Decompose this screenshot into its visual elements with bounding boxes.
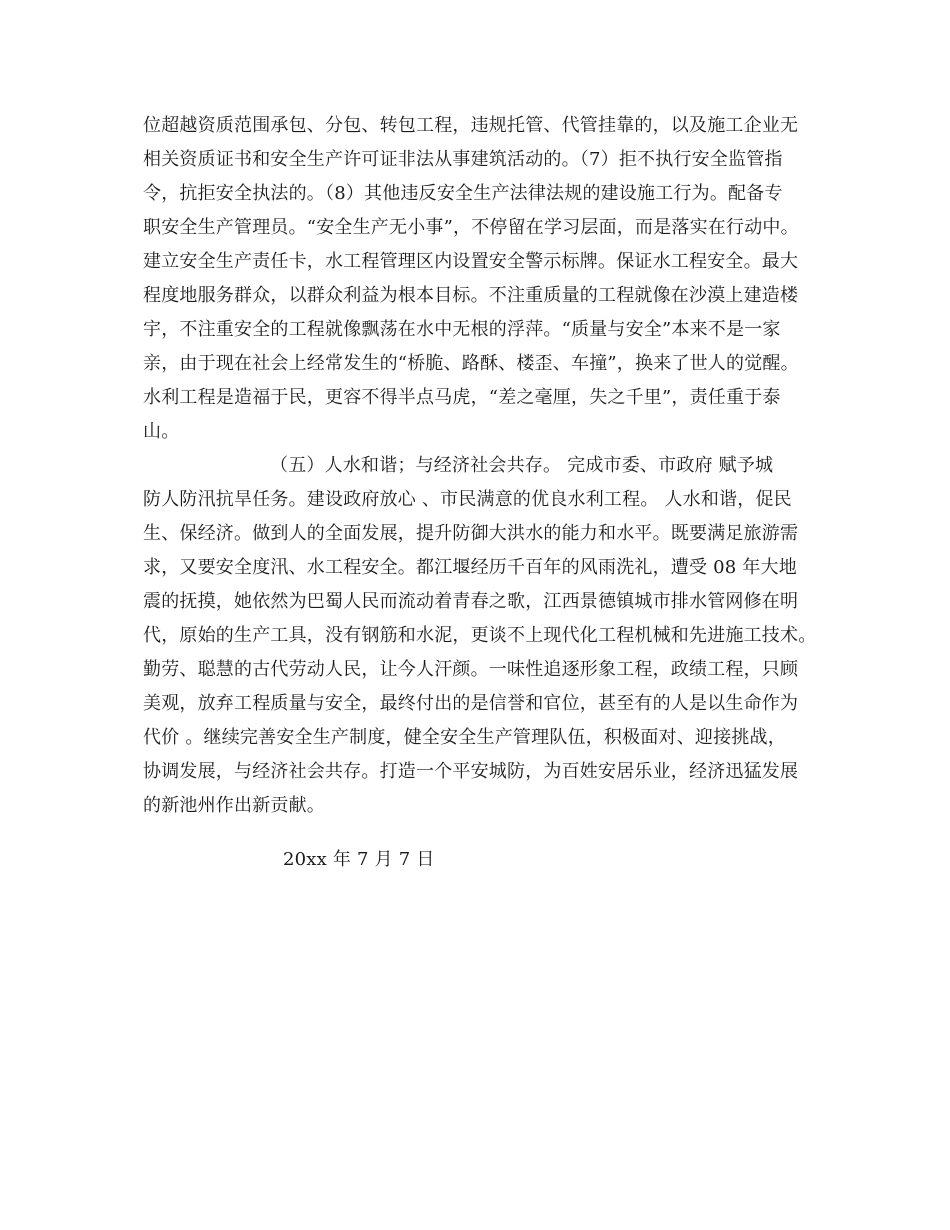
paragraph-2-line: 协调发展，与经济社会共存。打造一个平安城防，为百姓安居乐业，经济迅猛发展 [143,761,799,782]
paragraph-2-line: 代价 。继续完善安全生产制度，健全安全生产管理队伍，积极面对、迎接挑战， [143,727,786,748]
paragraph-2-line: 震的抚摸，她依然为巴蜀人民而流动着青春之歌，江西景德镇城市排水管网修在明 [143,591,799,612]
paragraph-1-line: 亲，由于现在社会上经常发生的“桥脆、路酥、楼歪、车撞”，换来了世人的觉醒。 [143,353,799,374]
paragraph-1-line: 建立安全生产责任卡，水工程管理区内设置安全警示标牌。保证水工程安全。最大 [143,251,799,272]
paragraph-2-line: 美观，放弃工程质量与安全，最终付出的是信誉和官位，甚至有的人是以生命作为 [143,693,799,714]
document-date: 20xx 年 7 月 7 日 [283,849,435,870]
paragraph-2-line: 防人防汛抗旱任务。建设政府放心 、市民满意的优良水利工程。 人水和谐，促民 [143,489,792,510]
paragraph-1-line: 令，抗拒安全执法的。（8）其他违反安全生产法律法规的建设施工行为。配备专 [143,183,783,204]
paragraph-1-line: 位超越资质范围承包、分包、转包工程，违规托管、代管挂靠的，以及施工企业无 [143,115,799,136]
paragraph-1-line: 职安全生产管理员。“安全生产无小事”，不停留在学习层面，而是落实在行动中。 [143,217,799,238]
paragraph-2-line: 勤劳、聪慧的古代劳动人民，让今人汗颜。一味性追逐形象工程，政绩工程，只顾 [143,659,799,680]
paragraph-1-line: 宇，不注重安全的工程就像飘荡在水中无根的浮萍。“质量与安全”本来不是一家 [143,319,781,340]
paragraph-2-line: 的新池州作出新贡献。 [143,795,325,816]
paragraph-2-line: 求，又要安全度汛、水工程安全。都江堰经历千百年的风雨洗礼，遭受 08 年大地 [143,557,797,578]
section-heading-line: （五）人水和谐；与经济社会共存。 完成市委、市政府 赋予城 [270,455,774,476]
paragraph-1-line: 程度地服务群众，以群众利益为根本目标。不注重质量的工程就像在沙漠上建造楼 [143,285,799,306]
paragraph-1-line: 相关资质证书和安全生产许可证非法从事建筑活动的。（7）拒不执行安全监管指 [143,149,783,170]
paragraph-2-line: 代，原始的生产工具，没有钢筋和水泥，更谈不上现代化工程机械和先进施工技术。 [143,625,817,646]
paragraph-1-line: 水利工程是造福于民，更容不得半点马虎，“差之毫厘，失之千里”，责任重于泰 [143,387,781,408]
paragraph-1-line: 山。 [143,421,180,442]
paragraph-2-line: 生、保经济。做到人的全面发展，提升防御大洪水的能力和水平。既要满足旅游需 [143,523,799,544]
